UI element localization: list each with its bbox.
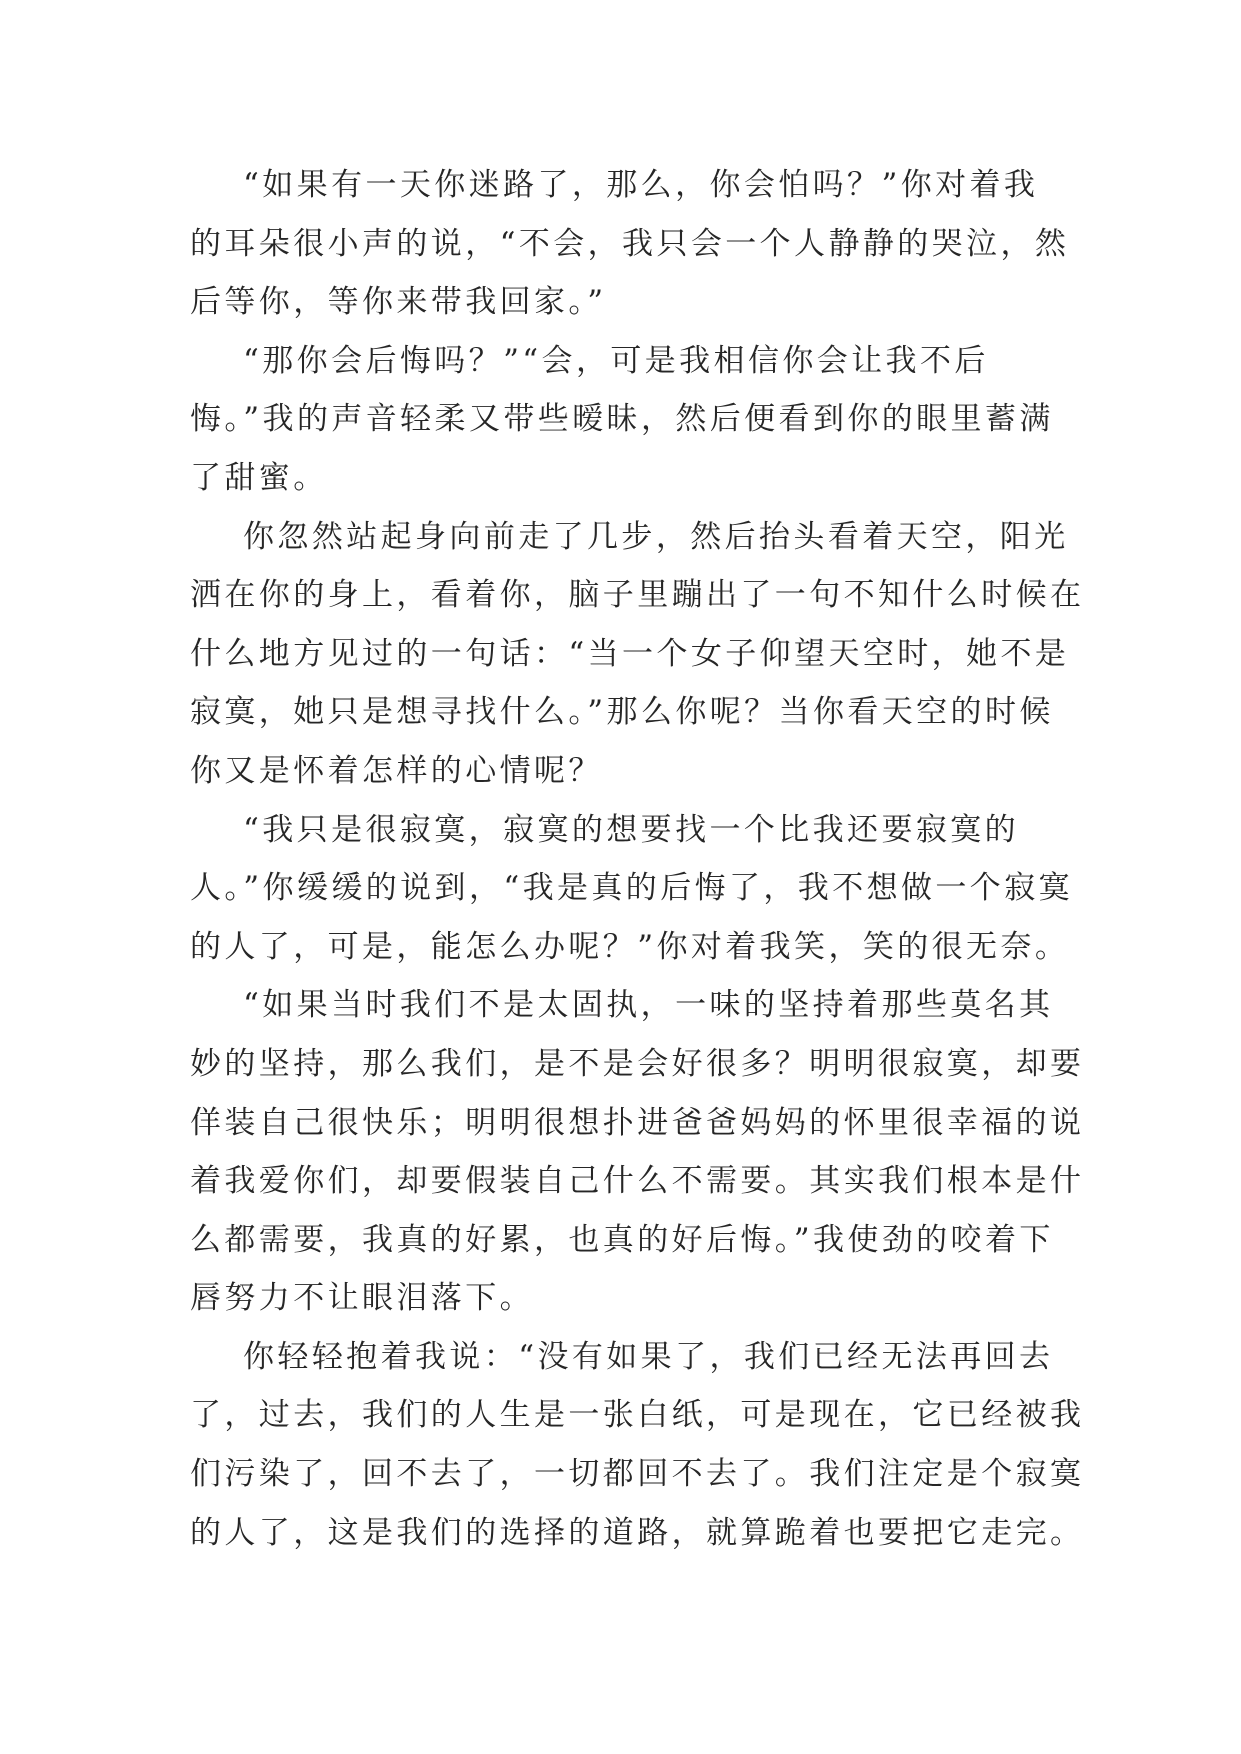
text-line: 的人了，可是，能怎么办呢？”你对着我笑，笑的很无奈。 <box>190 928 1070 965</box>
text-line: 的耳朵很小声的说，“不会，我只会一个人静静的哭泣，然 <box>190 225 1070 262</box>
text-line: 了甜蜜。 <box>190 459 328 496</box>
text-line: 你忽然站起身向前走了几步，然后抬头看着天空，阳光 <box>190 518 1069 555</box>
text-line: 你轻轻抱着我说：“没有如果了，我们已经无法再回去 <box>190 1338 1054 1375</box>
text-line: 妙的坚持，那么我们，是不是会好很多？明明很寂寞，却要 <box>190 1045 1085 1082</box>
text-line: 什么地方见过的一句话：“当一个女子仰望天空时，她不是 <box>190 635 1070 672</box>
text-line: 着我爱你们，却要假装自己什么不需要。其实我们根本是什 <box>190 1163 1085 1200</box>
text-line: 悔。”我的声音轻柔又带些暧昧，然后便看到你的眼里蓄满 <box>190 401 1054 438</box>
text-line: 们污染了，回不去了，一切都回不去了。我们注定是个寂寞 <box>190 1456 1085 1493</box>
text-line: 的人了，这是我们的选择的道路，就算跪着也要把它走完。 <box>190 1514 1085 1551</box>
text-line: 你又是怀着怎样的心情呢？ <box>190 752 603 789</box>
text-line: “那你会后悔吗？”“会，可是我相信你会让我不后 <box>190 342 989 379</box>
text-line: 人。”你缓缓的说到，“我是真的后悔了，我不想做一个寂寞 <box>190 870 1073 907</box>
text-line: 寂寞，她只是想寻找什么。”那么你呢？当你看天空的时候 <box>190 694 1054 731</box>
text-line: “如果有一天你迷路了，那么，你会怕吗？”你对着我 <box>190 167 1039 203</box>
text-line: “如果当时我们不是太固执，一味的坚持着那些莫名其 <box>190 987 1054 1024</box>
text-line: 唇努力不让眼泪落下。 <box>190 1280 534 1317</box>
text-line: “我只是很寂寞，寂寞的想要找一个比我还要寂寞的 <box>190 811 1020 848</box>
text-line: 么都需要，我真的好累，也真的好后悔。”我使劲的咬着下 <box>190 1221 1054 1258</box>
text-line: 佯装自己很快乐；明明很想扑进爸爸妈妈的怀里很幸福的说 <box>190 1104 1085 1141</box>
text-line: 洒在你的身上，看着你，脑子里蹦出了一句不知什么时候在 <box>190 577 1085 614</box>
text-line: 了，过去，我们的人生是一张白纸，可是现在，它已经被我 <box>190 1397 1085 1434</box>
text-line: 后等你，等你来带我回家。” <box>190 284 607 321</box>
document-body <box>190 156 1085 1562</box>
